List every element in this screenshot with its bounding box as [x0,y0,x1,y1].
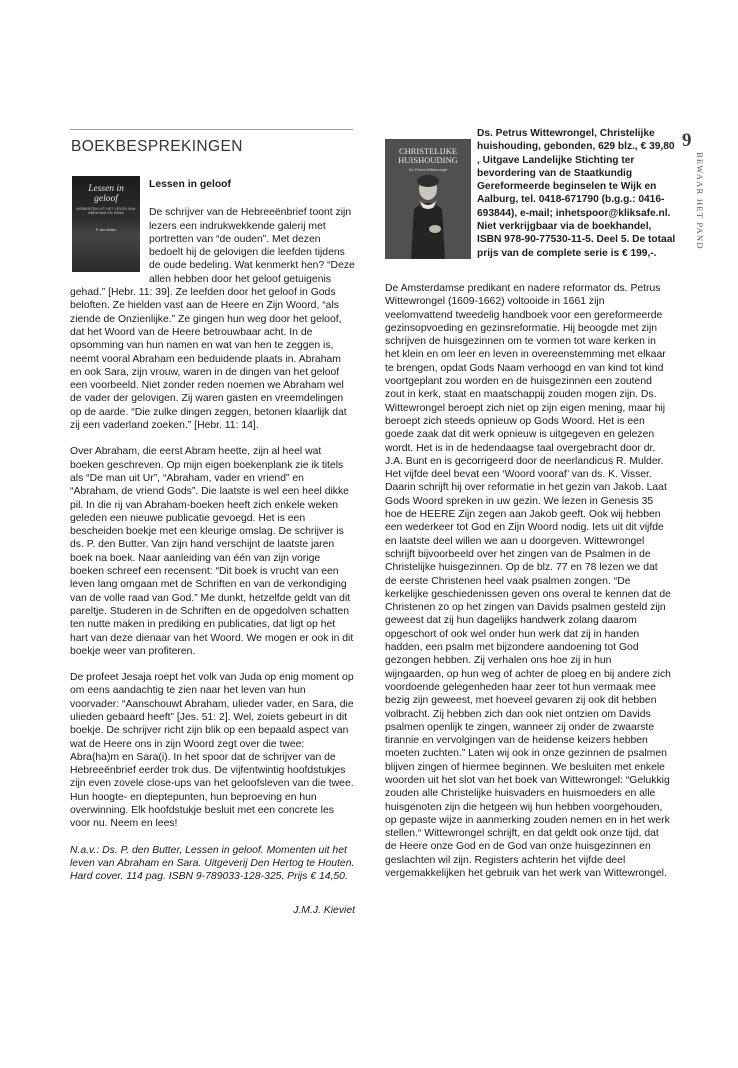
paragraph-gap [70,831,355,844]
book-cover-christelijke-huishouding [385,139,471,259]
review-lessen-in-geloof [70,178,355,917]
book-info: Ds. Petrus Wittewrongel, Christelijke huishouding, gebonden, 629 blz., € 39,80 , Uitgave Landelijke Stichting ter bevordering van de Staatkundig Gereformeerde beginselen te Wijk en Aalburg, tel. 0418-671790 (b.g.g.: 0416-693844), e-mail; inhetspoor@kliksafe.nl. Niet verkrijgbaar via de boekhandel, ISBN 978-90-77530-11-5. Deel 5. De totaal prijs van de complete serie is € 199,-. [477,128,676,259]
review-note: N.a.v.: Ds. P. den Butter, Lessen in geloof. Momenten uit het leven van Abraham en Sara. Uitgeverij Den Hertog te Houten. Hard cover. 114 pag. ISBN 9-789033-128-325. Prijs € 14,50. [70,844,355,883]
section-top-rule [70,129,353,130]
cover-float-space [70,178,149,285]
cover-title: Lessen in geloof [88,184,124,204]
cover-author: Ds. Petrus Wittewrongel [408,168,448,172]
review-paragraph: Over Abraham, die eerst Abram heette, zijn al heel wat boeken geschreven. Op mijn eigen boekenplank zie ik titels als “De man uit Ur”, “Abraham, vader en vriend” en “Abraham, de vriend Gods”. Die laatste is wel een heel dikke pil. In die rij van Abraham-boeken heeft zich enkele weken geleden een nieuwe publicatie gevoegd. Het is een bescheiden boekje met een kleurige omslag. De schrijver is ds. P. den Butter. Van zijn hand verschijnt de laatste jaren boek na boek. Naar aanleiding van één van zijn vorige boeken schreef een recensent: “Dit boek is vrucht van een leven lang omgaan met de Schriften en van de verkondiging van de volle raad van God.” Me dunkt, hetzelfde geldt van dit pareltje. Studeren in de Schriften en de opgedolven schatten ten nutte maken in prediking en publicaties, dat ligt op het hart van deze dienaar van het Woord. We mogen er ook in dit boekje weer van profiteren. [70,446,354,657]
portrait-illustration [405,175,451,259]
cover-title: CHRISTELIJKE HUISHOUDING [398,146,458,165]
review-paragraph: De schrijver van de Hebreeënbrief toont zijn lezers een indrukwekkende galerij met portretten van “de ouden”. Met dezen bedoelt hij de gelovigen die leefden tijdens de oude bedeling. Wat kenmerkt hen? “Deze allen hebben door het geloof getuigenis gehad.” [Hebr. 11: 39]. Ze leefden door het geloof in Gods beloften. Ze hielden vast aan de Heere en Zijn Woord, “als ziende de Onzienlijke.” Ze gingen hun weg door het geloof, dat het Woord van de Heere betrouwbaar acht. In de opsomming van hun namen en wat van hen te zeggen is, neemt vooral Abraham een beduidende plaats in. Abraham en ook Sara, zijn vrouw, waren in de dingen van het geloof een voorbeeld. Niet zonder reden noemen we Abraham wel de vader der gelovigen. Zij waren gasten en vreemdelingen op de aarde. “Die zulke dingen zeggen, betonen klaarlijk dat zij een vaderland zoeken.” [Hebr. 11: 14]. [70,207,355,432]
review-title: Lessen in geloof [149,179,231,190]
cover-author: P. den Butter [95,227,117,232]
section-title: BOEKBESPREKINGEN [71,138,243,155]
paragraph-gap [70,432,355,445]
side-label: BEWAAR HET PAND [695,152,705,250]
review-christelijke-huishouding [385,282,672,880]
page-number: 9 [682,130,692,151]
cover-subtitle: MOMENTEN UIT HET LEVEN VAN ABRAHAM EN SARA [76,207,136,216]
review-paragraph: De profeet Jesaja roept het volk van Juda op enig moment op om eens aandachtig te zien naar het leven van hun voorvader: “Aanschouwt Abraham, ulieder vader, en Sara, die ulieden gebaard heeft” [Jes. 51: 2]. Wel, zoiets gebeurt in dit boekje. De schrijver richt zijn blik op een bepaald aspect van wat de Heere ons in zijn Woord zegt over die twee: Abra(ha)m en Sara(i). In het spoor dat de schrijver van de Hebreeënbrief eerder trok dus. De vijfentwintig hoofdstukjes zijn even zovele close-ups van het geloofsleven van die twee. Hun hoogte- en dieptepunten, hun beproeving en hun overwinning. Elk hoofdstukje besluit met een concrete les voor nu. Neem en lees! [70,672,354,830]
review-signature: J.M.J. Kieviet [293,904,355,916]
review-paragraph: De Amsterdamse predikant en nadere reformator ds. Petrus Wittewrongel (1609-1662) voltooide in 1661 zijn veelomvattend tweedelig handboek voor een gereformeerde gezinsopvoeding en gezinsreformatie. Hij beoogde met zijn schrijven de huisgezinnen om te vormen tot ware kerken in het klein en om leer en leven in overeenstemming met elkaar te brengen, opdat Gods Naam verhoogd en van kind tot kind voortgeplant zou worden en de huisgezinnen een zoutend zout in kerk, staat en maatschappij zouden mogen zijn. Ds. Wittewrongel beroept zich niet op zijn eigen mening, maar hij beroept zich steeds opnieuw op Gods Woord. Het is een goede zaak dat dit werk opnieuw is uitgegeven en gelezen wordt. Het is in de hedendaagse taal overgebracht door dr. J.A. Bunt en is gecorrigeerd door de neerlandicus R. Mulder. Het vijfde deel bevat een ‘Woord vooraf’ van ds. K. Visser. Daarin schrijft hij over reformatie in het gezin van Jakob. Laat Gods Woord spreken in uw gezin. We lezen in Genesis 35 hoe de HEERE Zijn zegen aan Jakob geeft. Ook wij hebben een wederkeer tot God en Zijn Woord nodig. Iets uit dit vijfde en laatste deel willen we aan u doorgeven. Wittewrongel schrijft bijvoorbeeld over het zingen van de Psalmen in de Christelijke huisgezinnen. Op de blz. 77 en 78 lezen we dat de eerste Christenen heel vaak psalmen zongen. “De kerkelijke geschiedenissen geven ons overal te kennen dat de Christenen zo op het zingen van Davids psalmen gesteld zijn geweest dat zij hun dagelijks handwerk zolang daarom opgeschort of ook wel onder hun werk dat zij in handen hadden, een psalm met bijzondere aandoening tot God gezongen hebben. Zij verhalen ons hoe zij in hun wijngaarden, op hun weg of achter de ploeg en bij andere zich voordoende gelegenheden haar zeer tot hun vermaak mee bezig zijn geweest, met hoeveel gevaren zij ook dit hebben volbracht. Zij hebben zich dan ook niet ontzien om Davids psalmen openlijk te zingen, wanneer zij onder de zwaarste tirannie en vervolgingen van de heidense keizers hebben moeten zuchten.” Laten wij ook in onze gezinnen de psalmen blijven zingen of hiermee beginnen. We besluiten met enkele woorden uit het slot van het boek van Wittewrongel: “Gelukkig zouden alle Christelijke huisvaders en huismoeders en alle huisgenoten zijn die hetgeen wij hun hebben voorgehouden, op gepaste wijze in aanmerking zouden nemen en in het werk stellen.“ Wittewrongel schrijft, en dat geldt ook onze tijd, dat de Heere onze God en de God van onze huisgezinnen en geslachten wil zijn. Registers achterin het vijfde deel vergemakkelijken het gebruik van het werk van Wittewrongel. [385,283,671,880]
paragraph-gap [70,658,355,671]
